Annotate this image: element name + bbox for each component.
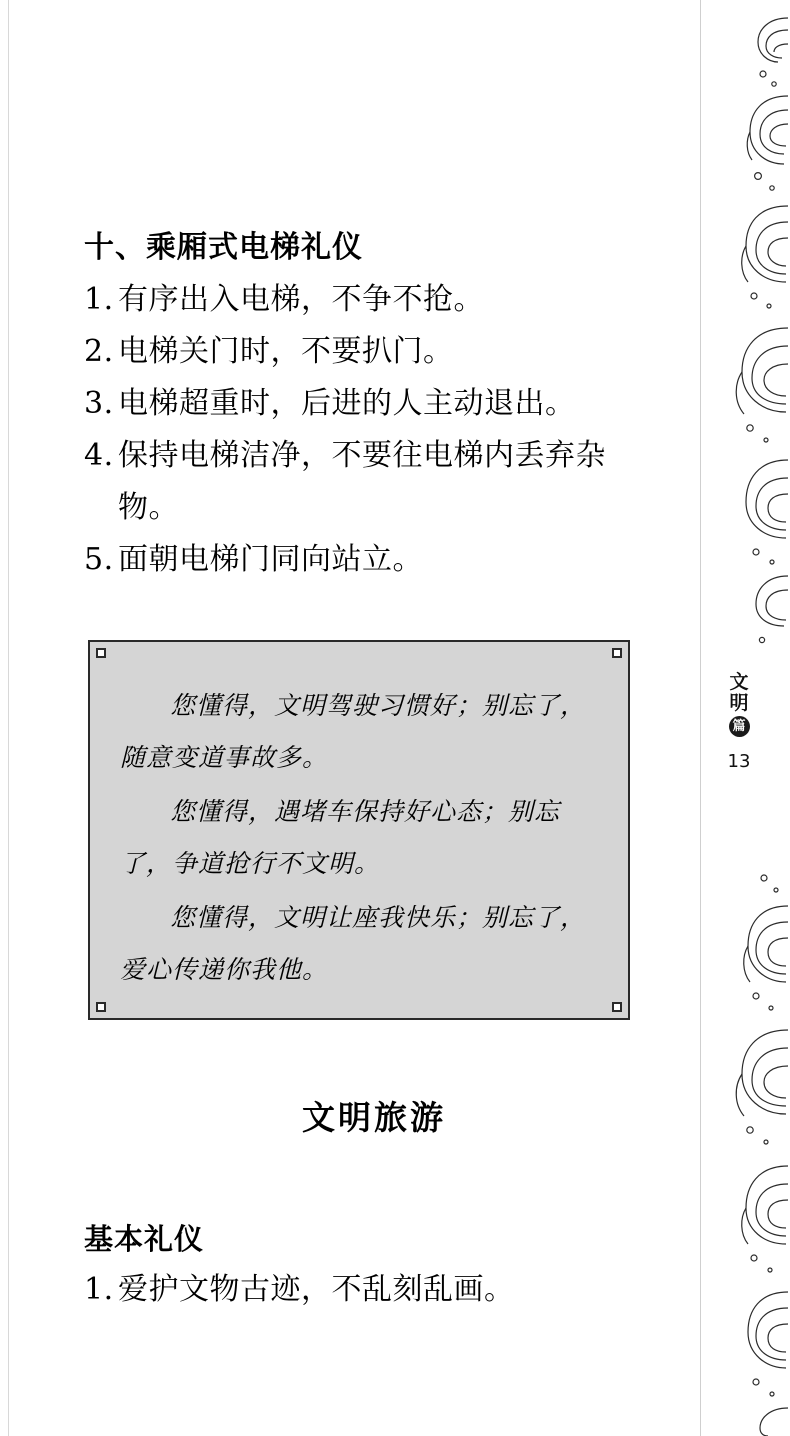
quote-box — [88, 640, 630, 1020]
quote-paragraph: 您懂得，文明驾驶习惯好；别忘了，随意变道事故多。 — [120, 691, 587, 772]
sub-heading: 基本礼仪 — [84, 1222, 205, 1256]
chapter-title: 文明旅游 — [302, 1098, 446, 1137]
list-item — [84, 1264, 664, 1316]
side-marker-char-1: 文 — [729, 671, 749, 693]
list-item-number: 4. — [84, 438, 114, 473]
page-edge-rule — [8, 0, 9, 1436]
list-item — [84, 326, 664, 378]
list-item — [84, 430, 664, 534]
quote-paragraph: 您懂得，文明让座我快乐；别忘了，爱心传递你我他。 — [120, 903, 587, 984]
page-number: 13 — [727, 751, 751, 772]
list-item-text: 有序出入电梯，不争不抢。 — [118, 282, 484, 317]
side-chapter-marker — [716, 672, 762, 772]
side-marker-label — [716, 672, 762, 714]
list-item-number: 3. — [84, 386, 114, 421]
list-item-text: 电梯关门时，不要扒门。 — [118, 334, 454, 369]
basic-etiquette-list — [84, 1264, 664, 1316]
list-item-number: 1. — [84, 1272, 114, 1307]
side-marker-char-2: 明 — [729, 692, 749, 714]
list-item-number: 1. — [84, 282, 114, 317]
elevator-etiquette-list — [84, 274, 664, 586]
quote-paragraph: 您懂得，遇堵车保持好心态；别忘了，争道抢行不文明。 — [120, 797, 561, 878]
list-item — [84, 534, 664, 586]
list-item-text: 爱护文物古迹，不乱刻乱画。 — [118, 1272, 515, 1307]
section-heading: 十、乘厢式电梯礼仪 — [84, 230, 363, 265]
list-item-number: 2. — [84, 334, 114, 369]
list-item-text: 面朝电梯门同向站立。 — [118, 542, 423, 577]
list-item-text: 保持电梯洁净，不要往电梯内丢弃杂物。 — [118, 438, 606, 525]
main-text-column — [84, 0, 664, 1316]
list-item — [84, 378, 664, 430]
list-item — [84, 274, 664, 326]
list-item-text: 电梯超重时，后进的人主动退出。 — [118, 386, 576, 421]
side-marker-badge: 篇 — [729, 716, 750, 737]
quote-box-content — [90, 642, 628, 1018]
list-item-number: 5. — [84, 542, 114, 577]
